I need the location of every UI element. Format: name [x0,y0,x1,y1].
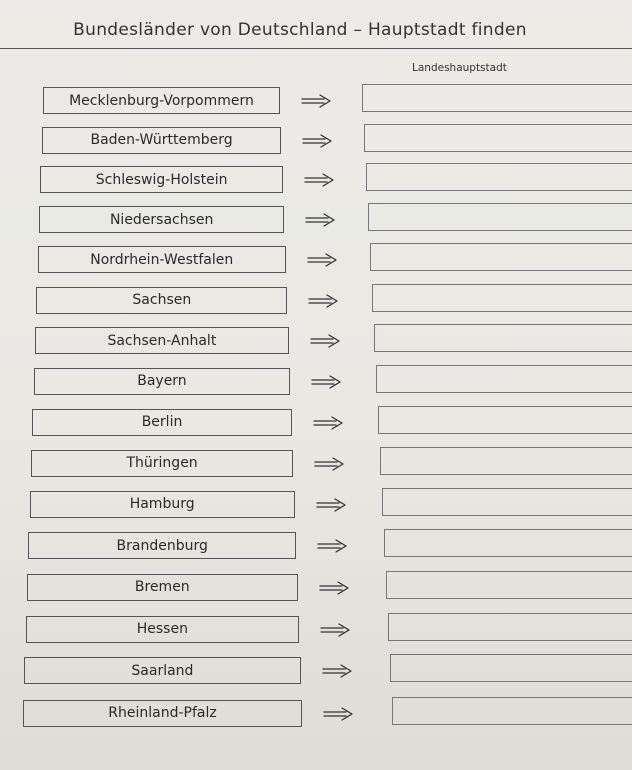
arrow-right-icon [316,539,348,553]
capital-answer-field[interactable] [364,124,632,152]
state-name-box [39,206,284,233]
state-name-box [32,409,291,436]
state-name-box [31,450,293,477]
capital-answer-field[interactable] [374,324,632,352]
state-name-label: Mecklenburg-Vorpommern [69,92,254,109]
state-name-box [40,166,283,193]
arrow-right-icon [318,581,350,595]
arrow-right-icon [319,623,351,637]
capital-answer-field[interactable] [366,163,632,191]
capital-answer-field[interactable] [386,571,632,599]
state-name-label: Bremen [134,579,190,596]
state-name-label: Schleswig-Holstein [95,171,228,188]
arrow-right-icon [312,416,344,430]
state-name-label: Hessen [136,621,188,638]
arrow-right-icon [303,173,335,187]
arrow-right-icon [306,253,338,267]
state-name-label: Baden-Württemberg [90,132,233,149]
state-name-label: Thüringen [126,455,198,472]
capital-answer-field[interactable] [390,654,632,682]
state-name-box [42,127,282,154]
capital-answer-field[interactable] [378,406,632,434]
state-name-box [28,532,296,559]
capital-answer-field[interactable] [370,243,632,271]
arrow-right-icon [321,664,353,678]
state-name-box [23,700,302,727]
capital-answer-field[interactable] [368,203,632,231]
state-name-box [43,87,280,114]
capital-answer-field[interactable] [388,613,632,641]
arrow-right-icon [307,294,339,308]
arrow-right-icon [309,334,341,348]
arrow-right-icon [315,498,347,512]
state-name-box [36,287,287,314]
state-name-label: Bayern [137,373,187,390]
state-name-label: Brandenburg [116,537,208,554]
capital-answer-field[interactable] [382,488,632,516]
state-name-box [30,491,295,518]
state-name-label: Nordrhein-Westfalen [90,251,234,268]
state-name-box [26,616,299,643]
capital-answer-field[interactable] [384,529,632,557]
state-name-label: Saarland [131,662,194,679]
arrow-right-icon [322,707,354,721]
state-name-box [34,368,291,395]
state-name-label: Sachsen-Anhalt [107,332,217,349]
arrow-right-icon [301,134,333,148]
state-name-box [24,657,300,684]
capital-answer-field[interactable] [376,365,632,393]
worksheet-title: Bundesländer von Deutschland – Hauptstadt finden [73,20,527,40]
capital-answer-field[interactable] [392,697,632,725]
state-name-label: Rheinland-Pfalz [108,705,217,721]
arrow-right-icon [300,94,332,108]
capital-answer-field[interactable] [372,284,632,312]
state-name-label: Berlin [141,414,183,431]
state-name-box [27,574,298,601]
state-name-box [35,327,289,354]
capital-answer-field[interactable] [380,447,632,475]
arrow-right-icon [304,213,336,227]
state-name-label: Sachsen [132,292,192,309]
arrow-right-icon [313,457,345,471]
column-header-capital: Landeshauptstadt [412,62,507,74]
state-name-box [38,246,286,273]
capital-answer-field[interactable] [362,84,632,112]
state-name-label: Hamburg [129,496,195,513]
state-name-label: Niedersachsen [109,211,214,228]
title-divider [0,48,632,49]
arrow-right-icon [310,375,342,389]
